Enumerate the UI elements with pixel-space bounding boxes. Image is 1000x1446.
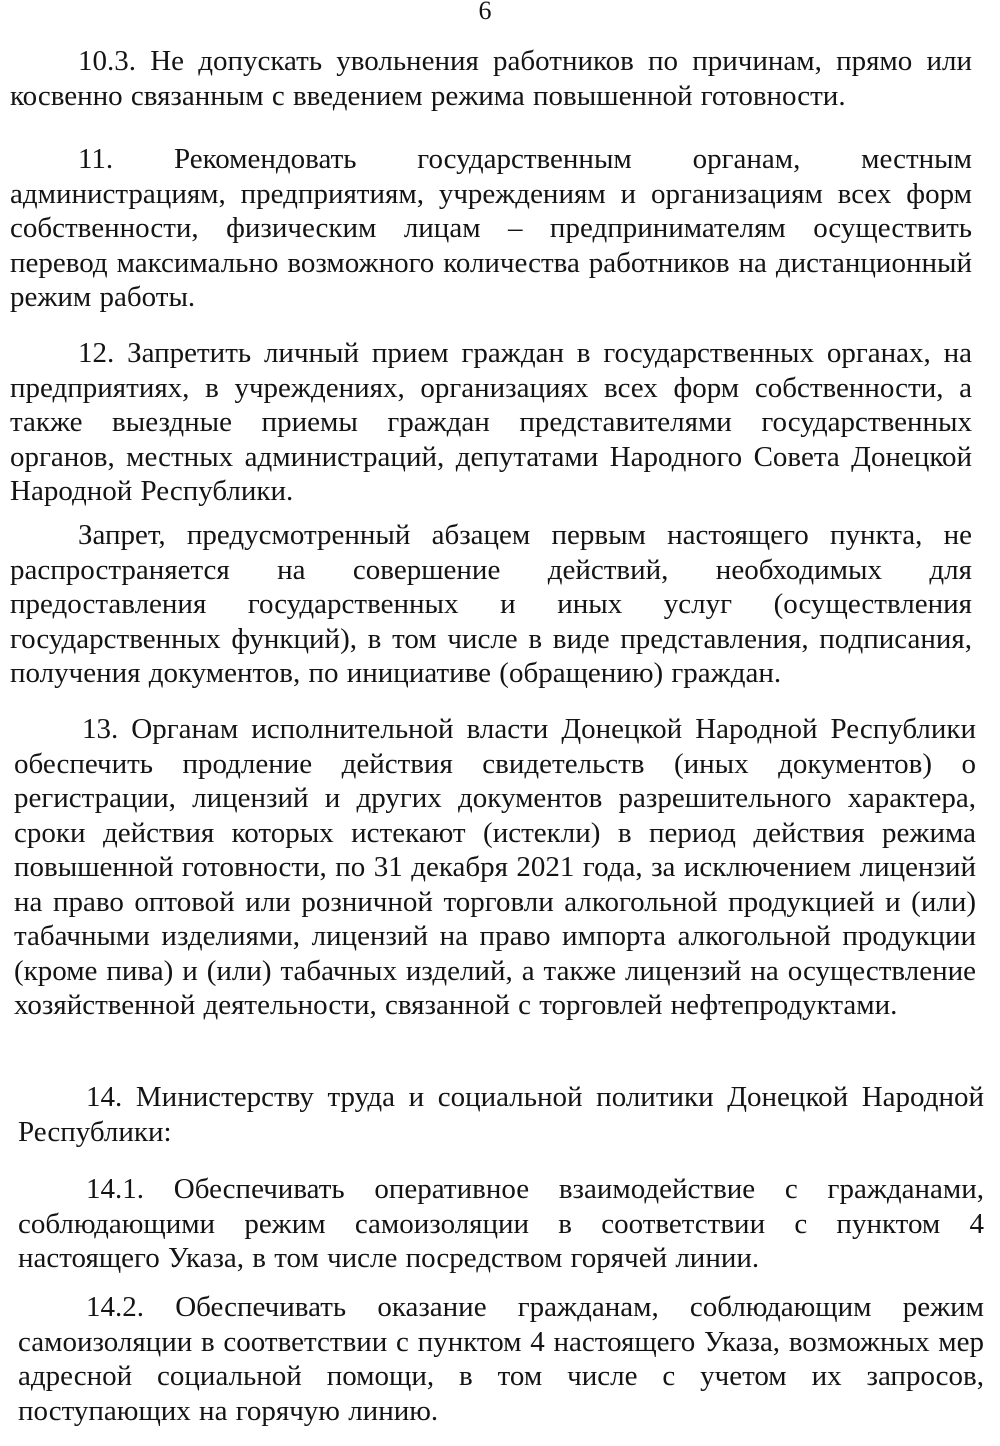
paragraph-13: 13. Органам исполнительной власти Донецкой Народной Республики обеспечить продление действия свидетельств (иных документов) о регистрации, лицензий и других документов разрешительного характера, сроки действия которых истекают (истекли) в период действия режима повышенной готовности, по 31 декабря 2021 года, за исключением лицензий на право оптовой или розничной торговли алкогольной продукцией и (или) табачными изделиями, лицензий на право импорта алкогольной продукции (кроме пива) и (или) табачных изделий, а также лицензий на осуществление хозяйственной деятельности, связанной с торговлей нефтепродуктами. [14,713,976,1021]
page-number: 6 [478,0,492,25]
paragraph-14-1: 14.1. Обеспечивать оперативное взаимодействие с гражданами, соблюдающими режим самоизоляции в соответствии с пунктом 4 настоящего Указа, в том числе посредством горячей линии. [18,1173,984,1274]
paragraph-11: 11. Рекомендовать государственным органам, местным администрациям, предприятиям, учреждениям и организациям всех форм собственности, физическим лицам – предпринимателям осуществить перевод максимально возможного количества работников на дистанционный режим работы. [10,143,972,313]
paragraph-10-3: 10.3. Не допускать увольнения работников по причинам, прямо или косвенно связанным с введением режима повышенной готовности. [10,45,972,112]
paragraph-12: 12. Запретить личный прием граждан в государственных органах, на предприятиях, в учреждениях, организациях всех форм собственности, а также выездные приемы граждан представителями государственных органов, местных администраций, депутатами Народного Совета Донецкой Народной Республики. [10,337,972,507]
paragraph-12-ban-exception: Запрет, предусмотренный абзацем первым настоящего пункта, не распространяется на совершение действий, необходимых для предоставления государственных и иных услуг (осуществления государственных функций), в том числе в виде представления, подписания, получения документов, по инициативе (обращению) граждан. [10,519,972,689]
paragraph-14: 14. Министерству труда и социальной политики Донецкой Народной Республики: [18,1081,984,1148]
paragraph-14-2: 14.2. Обеспечивать оказание гражданам, соблюдающим режим самоизоляции в соответствии с пунктом 4 настоящего Указа, возможных мер адресной социальной помощи, в том числе с учетом их запросов, поступающих на горячую линию. [18,1291,984,1427]
